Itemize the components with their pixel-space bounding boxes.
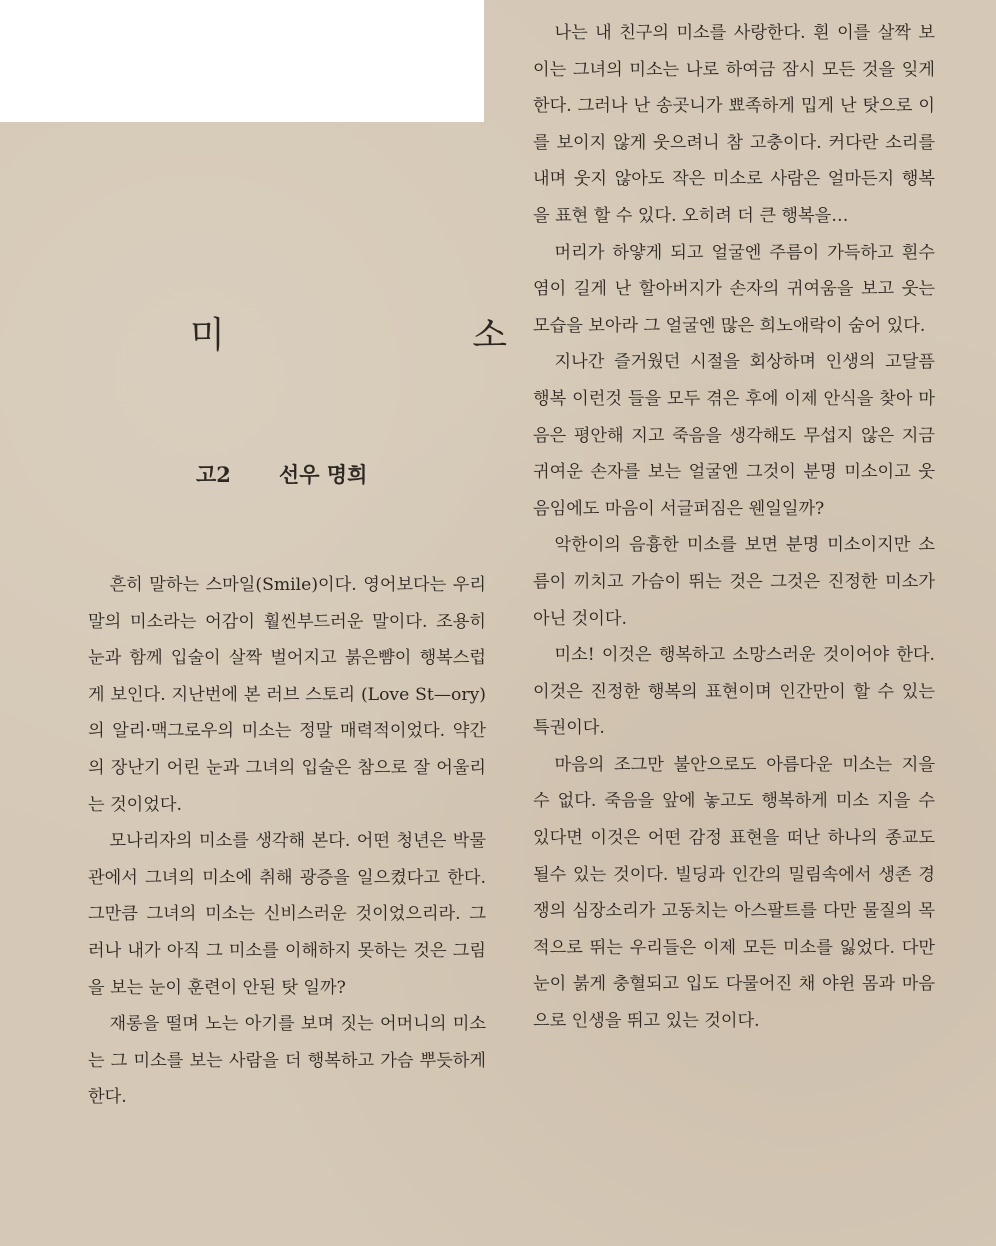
paragraph: 재롱을 떨며 노는 아기를 보며 짓는 어머니의 미소는 그 미소를 보는 사람을 더 행복하고 가슴 뿌듯하게 한다.	[88, 1014, 486, 1108]
paragraph: 악한이의 음흉한 미소를 보면 분명 미소이지만 소름이 끼치고 가슴이 뛰는 것은 그것은 진정한 미소가 아닌 것이다.	[533, 535, 935, 629]
byline-name: 선우 명희	[278, 462, 368, 487]
byline	[196, 464, 486, 485]
paragraph: 미소! 이것은 행복하고 소망스러운 것이어야 한다. 이것은 진정한 행복의 표현이며 인간만이 할 수 있는 특권이다.	[533, 645, 935, 739]
article-column-left	[88, 567, 486, 1116]
page-title: 미 소	[190, 315, 625, 356]
paragraph: 나는 내 친구의 미소를 사랑한다. 흰 이를 살짝 보이는 그녀의 미소는 나로 하여금 잠시 모든 것을 잊게 한다. 그러나 난 송곳니가 뾰족하게 밉게 난 탓으로 이를 보이지 않게 웃으려니 참 고충이다. 커다란 소리를 내며 웃지 않아도 작은 미소로 사람은 얼마든지 행복을 표현 할 수 있다. 오히려 더 큰 행복을…	[533, 23, 935, 226]
byline-grade: 고2	[196, 462, 231, 487]
paragraph: 흔히 말하는 스마일(Smile)이다. 영어보다는 우리말의 미소라는 어감이 훨씬부드러운 말이다. 조용히 눈과 함께 입술이 살짝 벌어지고 붉은뺨이 행복스럽게 보인다. 지난번에 본 러브 스토리 (Love St—ory)의 알리·맥그로우의 미소는 정말 매력적이었다. 약간의 장난기 어린 눈과 그녀의 입술은 참으로 잘 어울리는 것이었다.	[88, 575, 486, 815]
paragraph: 머리가 하얗게 되고 얼굴엔 주름이 가득하고 흰수염이 길게 난 할아버지가 손자의 귀여움을 보고 웃는 모습을 보아라 그 얼굴엔 많은 희노애락이 숨어 있다.	[533, 242, 935, 336]
blank-corner	[0, 0, 484, 122]
paragraph: 모나리자의 미소를 생각해 본다. 어떤 청년은 박물관에서 그녀의 미소에 취해 광증을 일으켰다고 한다. 그만큼 그녀의 미소는 신비스러운 것이었으리라. 그러나 내가 아직 그 미소를 이해하지 못하는 것은 그림을 보는 눈이 훈련이 안된 탓 일까?	[88, 831, 486, 998]
paragraph: 지나간 즐거웠던 시절을 회상하며 인생의 고달픔 행복 이런것 들을 모두 겪은 후에 이제 안식을 찾아 마음은 평안해 지고 죽음을 생각해도 무섭지 않은 지금 귀여운 손자를 보는 얼굴엔 그것이 분명 미소이고 웃음임에도 마음이 서글퍼짐은 웬일일까?	[533, 352, 935, 519]
paragraph: 마음의 조그만 불안으로도 아름다운 미소는 지을 수 없다. 죽음을 앞에 놓고도 행복하게 미소 지을 수 있다면 이것은 어떤 감정 표현을 떠난 하나의 종교도 될수 있는 것이다. 빌딩과 인간의 밀림속에서 생존 경쟁의 심장소리가 고동치는 아스팔트를 다만 물질의 목적으로 뛰는 우리들은 이제 모든 미소를 잃었다. 다만 눈이 붉게 충혈되고 입도 다물어진 채 야윈 몸과 마음으로 인생을 뛰고 있는 것이다.	[533, 754, 935, 1032]
article-column-right	[533, 15, 935, 1040]
